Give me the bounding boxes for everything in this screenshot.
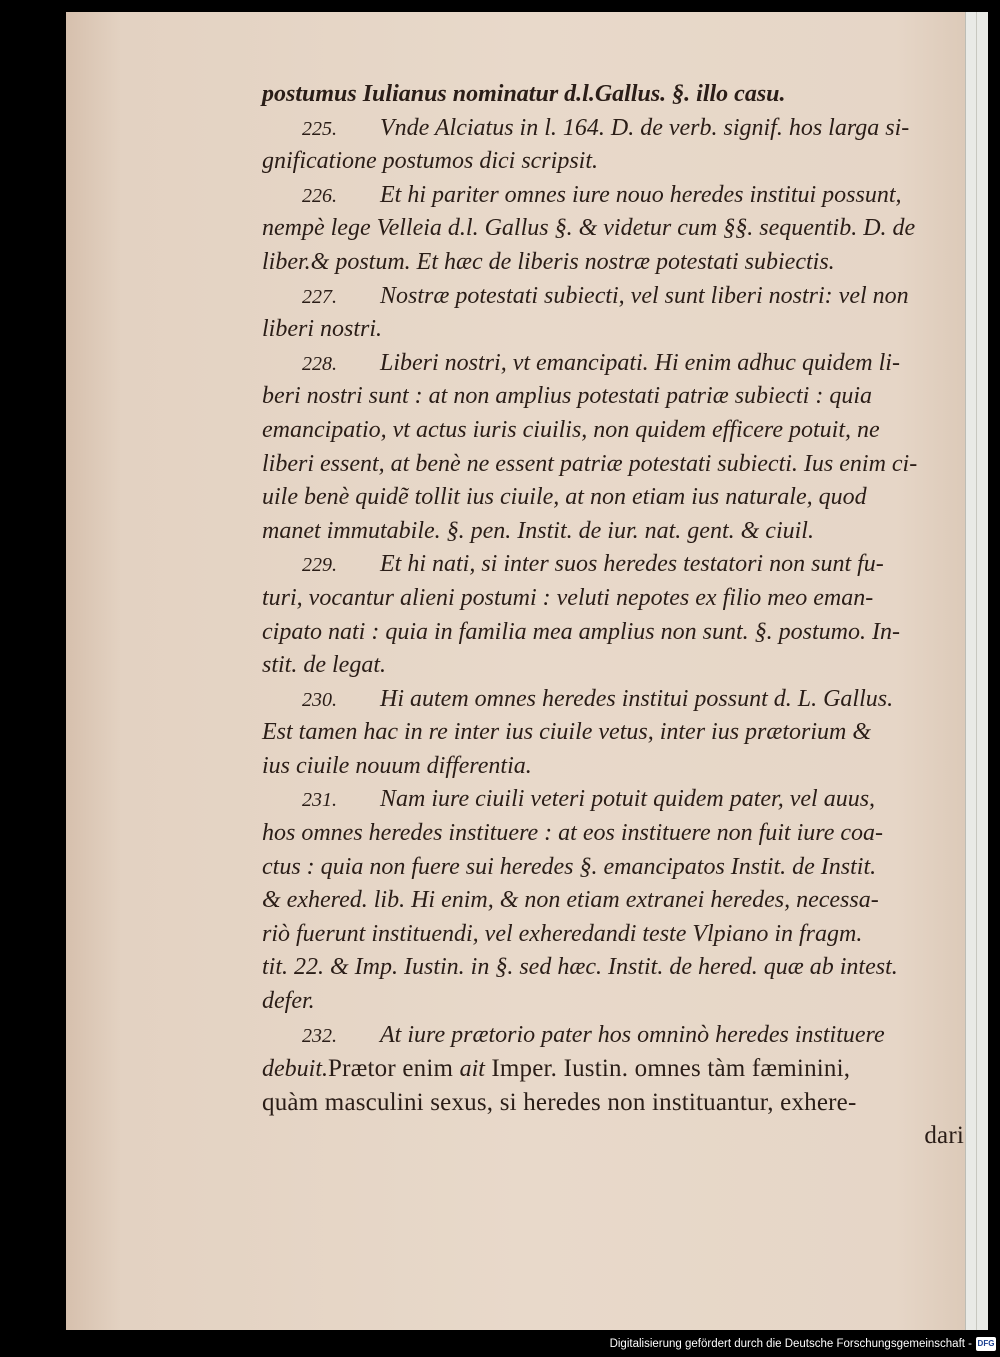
line-text: At iure prætorio pater hos omninò heredes instituere bbox=[380, 1021, 885, 1048]
text-line-roman bbox=[262, 1086, 968, 1120]
line-text: postumus Iulianus nominatur d.l.Gallus. §. illo casu. bbox=[262, 81, 786, 107]
line-text: stit. de legat. bbox=[262, 652, 386, 679]
text-line-15 bbox=[262, 582, 968, 616]
text-line-18 bbox=[262, 683, 968, 717]
text-line-3 bbox=[262, 179, 968, 213]
line-text: riò fuerunt instituendi, vel exheredandi teste Vlpiano in fragm. bbox=[262, 920, 863, 947]
paragraph-number: 230. bbox=[302, 688, 337, 711]
text-line-4 bbox=[262, 212, 968, 246]
line-text: Nam iure ciuili veteri potuit quidem pater, vel auus, bbox=[380, 786, 876, 813]
text-line-7 bbox=[262, 313, 968, 347]
text-line-21 bbox=[262, 783, 968, 817]
binding-line bbox=[976, 12, 977, 1330]
text-line-11 bbox=[262, 448, 968, 482]
line-text: Et hi pariter omnes iure nouo heredes institui possunt, bbox=[380, 181, 902, 208]
line-text: & exhered. lib. Hi enim, & non etiam extranei heredes, necessa- bbox=[262, 887, 879, 914]
line-text: defer. bbox=[262, 988, 315, 1015]
text-line-26 bbox=[262, 951, 968, 985]
text-line-1 bbox=[262, 112, 968, 146]
text-line-0 bbox=[262, 78, 968, 112]
text-line-17 bbox=[262, 649, 968, 683]
page-text bbox=[262, 78, 968, 1153]
footer-bar bbox=[0, 1334, 1000, 1357]
paragraph-number: 231. bbox=[302, 789, 337, 812]
line-text: gnificatione postumos dici scripsit. bbox=[262, 148, 598, 175]
catchword-text: dari bbox=[924, 1122, 964, 1150]
text-line-5 bbox=[262, 246, 968, 280]
italic-segment: debuit. bbox=[262, 1056, 328, 1083]
catchword bbox=[262, 1119, 964, 1153]
line-text: ius ciuile nouum differentia. bbox=[262, 752, 532, 779]
line-text: Et hi nati, si inter suos heredes testatori non sunt fu- bbox=[380, 551, 884, 578]
text-line-27 bbox=[262, 985, 968, 1019]
line-text: quàm masculini sexus, si heredes non instituantur, exhere- bbox=[262, 1088, 857, 1116]
roman-segment: Imper. Iustin. omnes tàm fæminini, bbox=[484, 1055, 851, 1083]
line-text: uile benè quidẽ tollit ius ciuile, at non etiam ius naturale, quod bbox=[262, 484, 867, 511]
line-text: emancipatio, vt actus iuris ciuilis, non quidem efficere potuit, ne bbox=[262, 416, 880, 443]
line-text: Liberi nostri, vt emancipati. Hi enim adhuc quidem li- bbox=[380, 349, 900, 376]
text-line-24 bbox=[262, 884, 968, 918]
line-text: Est tamen hac in re inter ius ciuile vetus, inter ius prætorium & bbox=[262, 719, 872, 746]
paragraph-number: 226. bbox=[302, 184, 337, 207]
text-line-28 bbox=[262, 1019, 968, 1053]
line-text: Hi autem omnes heredes institui possunt d. L. Gallus. bbox=[380, 685, 894, 712]
text-line-14 bbox=[262, 548, 968, 582]
text-line-25 bbox=[262, 918, 968, 952]
text-line-2 bbox=[262, 145, 968, 179]
text-line-10 bbox=[262, 414, 968, 448]
text-line-12 bbox=[262, 481, 968, 515]
paragraph-number: 232. bbox=[302, 1024, 337, 1047]
italic-segment: ait bbox=[459, 1056, 485, 1083]
paragraph-number: 229. bbox=[302, 554, 337, 577]
dfg-logo-icon: DFG bbox=[976, 1337, 996, 1351]
line-text: hos omnes heredes instituere : at eos instituere non fuit iure coa- bbox=[262, 820, 884, 847]
paragraph-number: 227. bbox=[302, 285, 337, 308]
text-line-6 bbox=[262, 280, 968, 314]
roman-segment: Prætor enim bbox=[328, 1055, 460, 1083]
line-text: ctus : quia non fuere sui heredes §. emancipatos Instit. de Instit. bbox=[262, 853, 877, 880]
line-text: cipato nati : quia in familia mea amplius non sunt. §. postumo. In- bbox=[262, 618, 900, 645]
line-text: liber.& postum. Et hæc de liberis nostræ potestati subiectis. bbox=[262, 248, 835, 275]
paragraph-number: 228. bbox=[302, 352, 337, 375]
line-text: Vnde Alciatus in l. 164. D. de verb. signif. hos larga si- bbox=[380, 114, 910, 141]
footer-credit: Digitalisierung gefördert durch die Deutsche Forschungsgemeinschaft - bbox=[609, 1338, 972, 1350]
line-text: liberi essent, at benè ne essent patriæ potestati subiecti. Ius enim ci- bbox=[262, 450, 918, 477]
text-line-9 bbox=[262, 380, 968, 414]
text-line-13 bbox=[262, 515, 968, 549]
line-text: nempè lege Velleia d.l. Gallus §. & videtur cum §§. sequentib. D. de bbox=[262, 215, 916, 242]
line-text: liberi nostri. bbox=[262, 316, 383, 343]
line-text: manet immutabile. §. pen. Instit. de iur. nat. gent. & ciuil. bbox=[262, 517, 814, 544]
text-line-23 bbox=[262, 851, 968, 885]
text-line-8 bbox=[262, 347, 968, 381]
line-text: turi, vocantur alieni postumi : veluti nepotes ex filio meo eman- bbox=[262, 584, 874, 611]
paragraph-number: 225. bbox=[302, 117, 337, 140]
text-line-19 bbox=[262, 716, 968, 750]
text-line-16 bbox=[262, 616, 968, 650]
line-text: tit. 22. & Imp. Iustin. in §. sed hæc. Instit. de hered. quæ ab intest. bbox=[262, 954, 898, 981]
line-text: Nostræ potestati subiecti, vel sunt liberi nostri: vel non bbox=[380, 282, 909, 309]
line-text: beri nostri sunt : at non amplius potestati patriæ subiecti : quia bbox=[262, 383, 873, 410]
text-line-mixed bbox=[262, 1052, 968, 1086]
text-line-22 bbox=[262, 817, 968, 851]
text-line-20 bbox=[262, 750, 968, 784]
